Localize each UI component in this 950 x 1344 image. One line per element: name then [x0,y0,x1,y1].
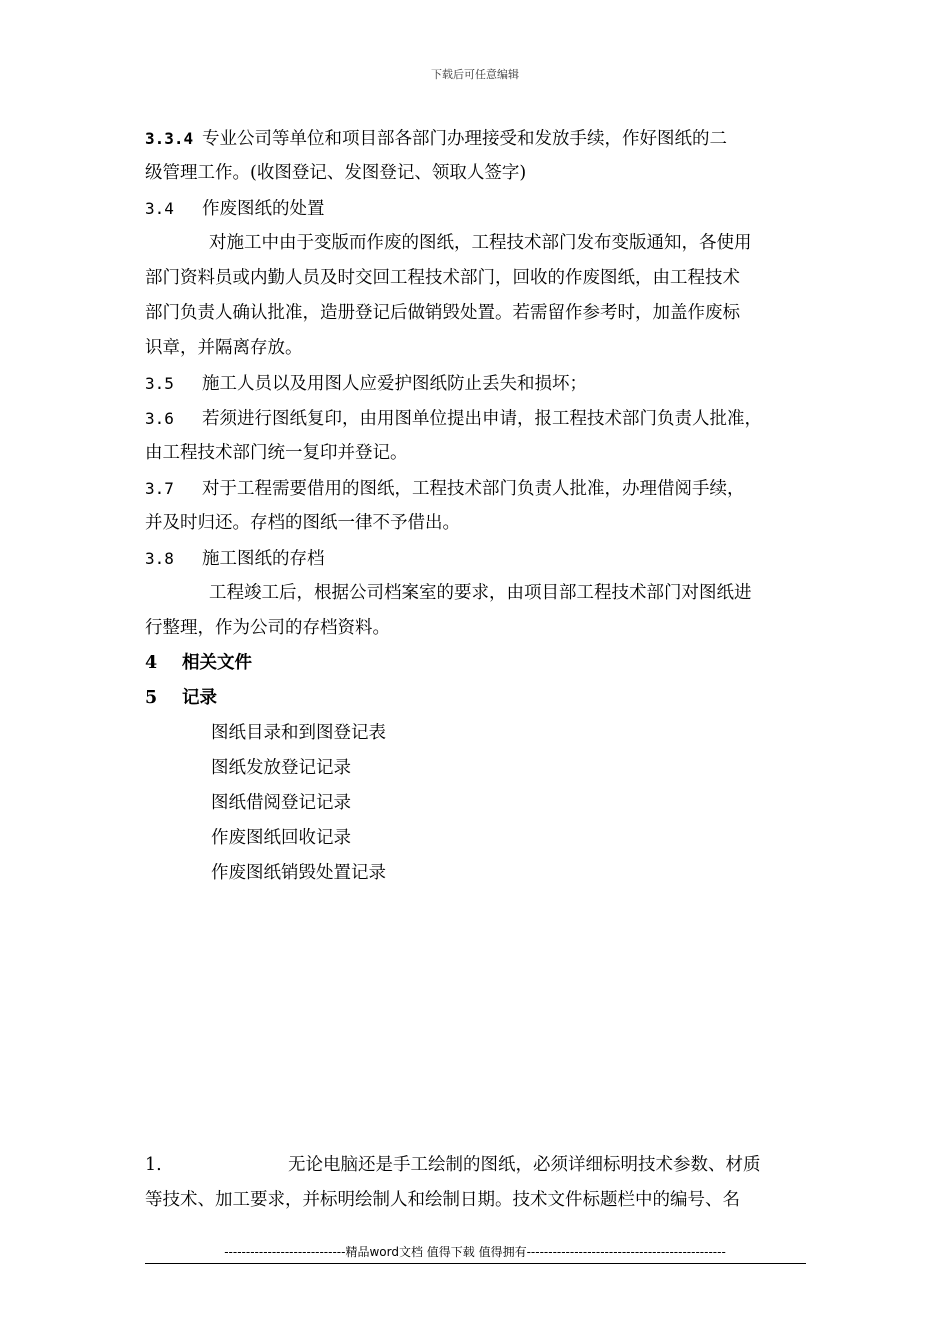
heading-records: 5 记录 [145,688,217,708]
section-3-5: 3.5 施工人员以及用图人应爱护图纸防止丢失和损坏； [145,366,805,401]
footnote-number: 1. [145,1155,162,1175]
section-number: 3.8 [145,549,174,568]
page-header: 下载后可任意编辑 [431,68,519,81]
paragraph-line: 行整理，作为公司的存档资料。 [145,618,390,638]
section-3-8-title: 3.8 施工图纸的存档 [145,541,805,576]
footnote-line-2: 等技术、加工要求，并标明绘制人和绘制日期。技术文件标题栏中的编号、名 [145,1190,740,1210]
paragraph-line: 部门资料员或内勤人员及时交回工程技术部门，回收的作废图纸，由工程技术 [145,268,740,288]
paragraph-line: 部门负责人确认批准，造册登记后做销毁处置。若需留作参考时，加盖作废标 [145,303,740,323]
footnote [145,1148,805,1218]
section-number: 3.3.4 [145,129,194,148]
section-number: 3.7 [145,479,174,498]
section-3-6-line-2: 由工程技术部门统一复印并登记。 [145,443,408,463]
record-item: 图纸借阅登记记录 [211,793,351,813]
page-footer: ----------------------------精品word文档 值得下载 值得拥有---------------------------------------------- [224,1245,726,1259]
record-item: 图纸发放登记记录 [211,758,351,778]
document-body [145,121,805,891]
section-3-3-4-line-2: 级管理工作。(收图登记、发图登记、领取人签字) [145,163,527,183]
section-3-7-line-2: 并及时归还。存档的图纸一律不予借出。 [145,513,460,533]
section-number: 3.6 [145,409,174,428]
footer-divider [145,1263,806,1264]
paragraph-line: 对施工中由于变版而作废的图纸，工程技术部门发布变版通知，各使用 [209,233,752,253]
paragraph-line: 识章，并隔离存放。 [145,338,303,358]
section-3-6-line-1: 3.6 若须进行图纸复印，由用图单位提出申请，报工程技术部门负责人批准， [145,401,805,436]
record-item: 作废图纸销毁处置记录 [211,863,386,883]
section-3-4-title: 3.4 作废图纸的处置 [145,191,805,226]
section-number: 3.4 [145,199,174,218]
paragraph-line: 工程竣工后，根据公司档案室的要求，由项目部工程技术部门对图纸进 [209,583,752,603]
section-number: 3.5 [145,374,174,393]
section-3-7-line-1: 3.7 对于工程需要借用的图纸，工程技术部门负责人批准，办理借阅手续， [145,471,805,506]
record-item: 作废图纸回收记录 [211,828,351,848]
section-3-3-4-line-1: 3.3.4 专业公司等单位和项目部各部门办理接受和发放手续，作好图纸的二 [145,121,805,156]
heading-related-documents: 4 相关文件 [145,653,252,673]
footnote-line-1: 1. 无论电脑还是手工绘制的图纸，必须详细标明技术参数、材质 [145,1148,805,1183]
record-item: 图纸目录和到图登记表 [211,723,386,743]
